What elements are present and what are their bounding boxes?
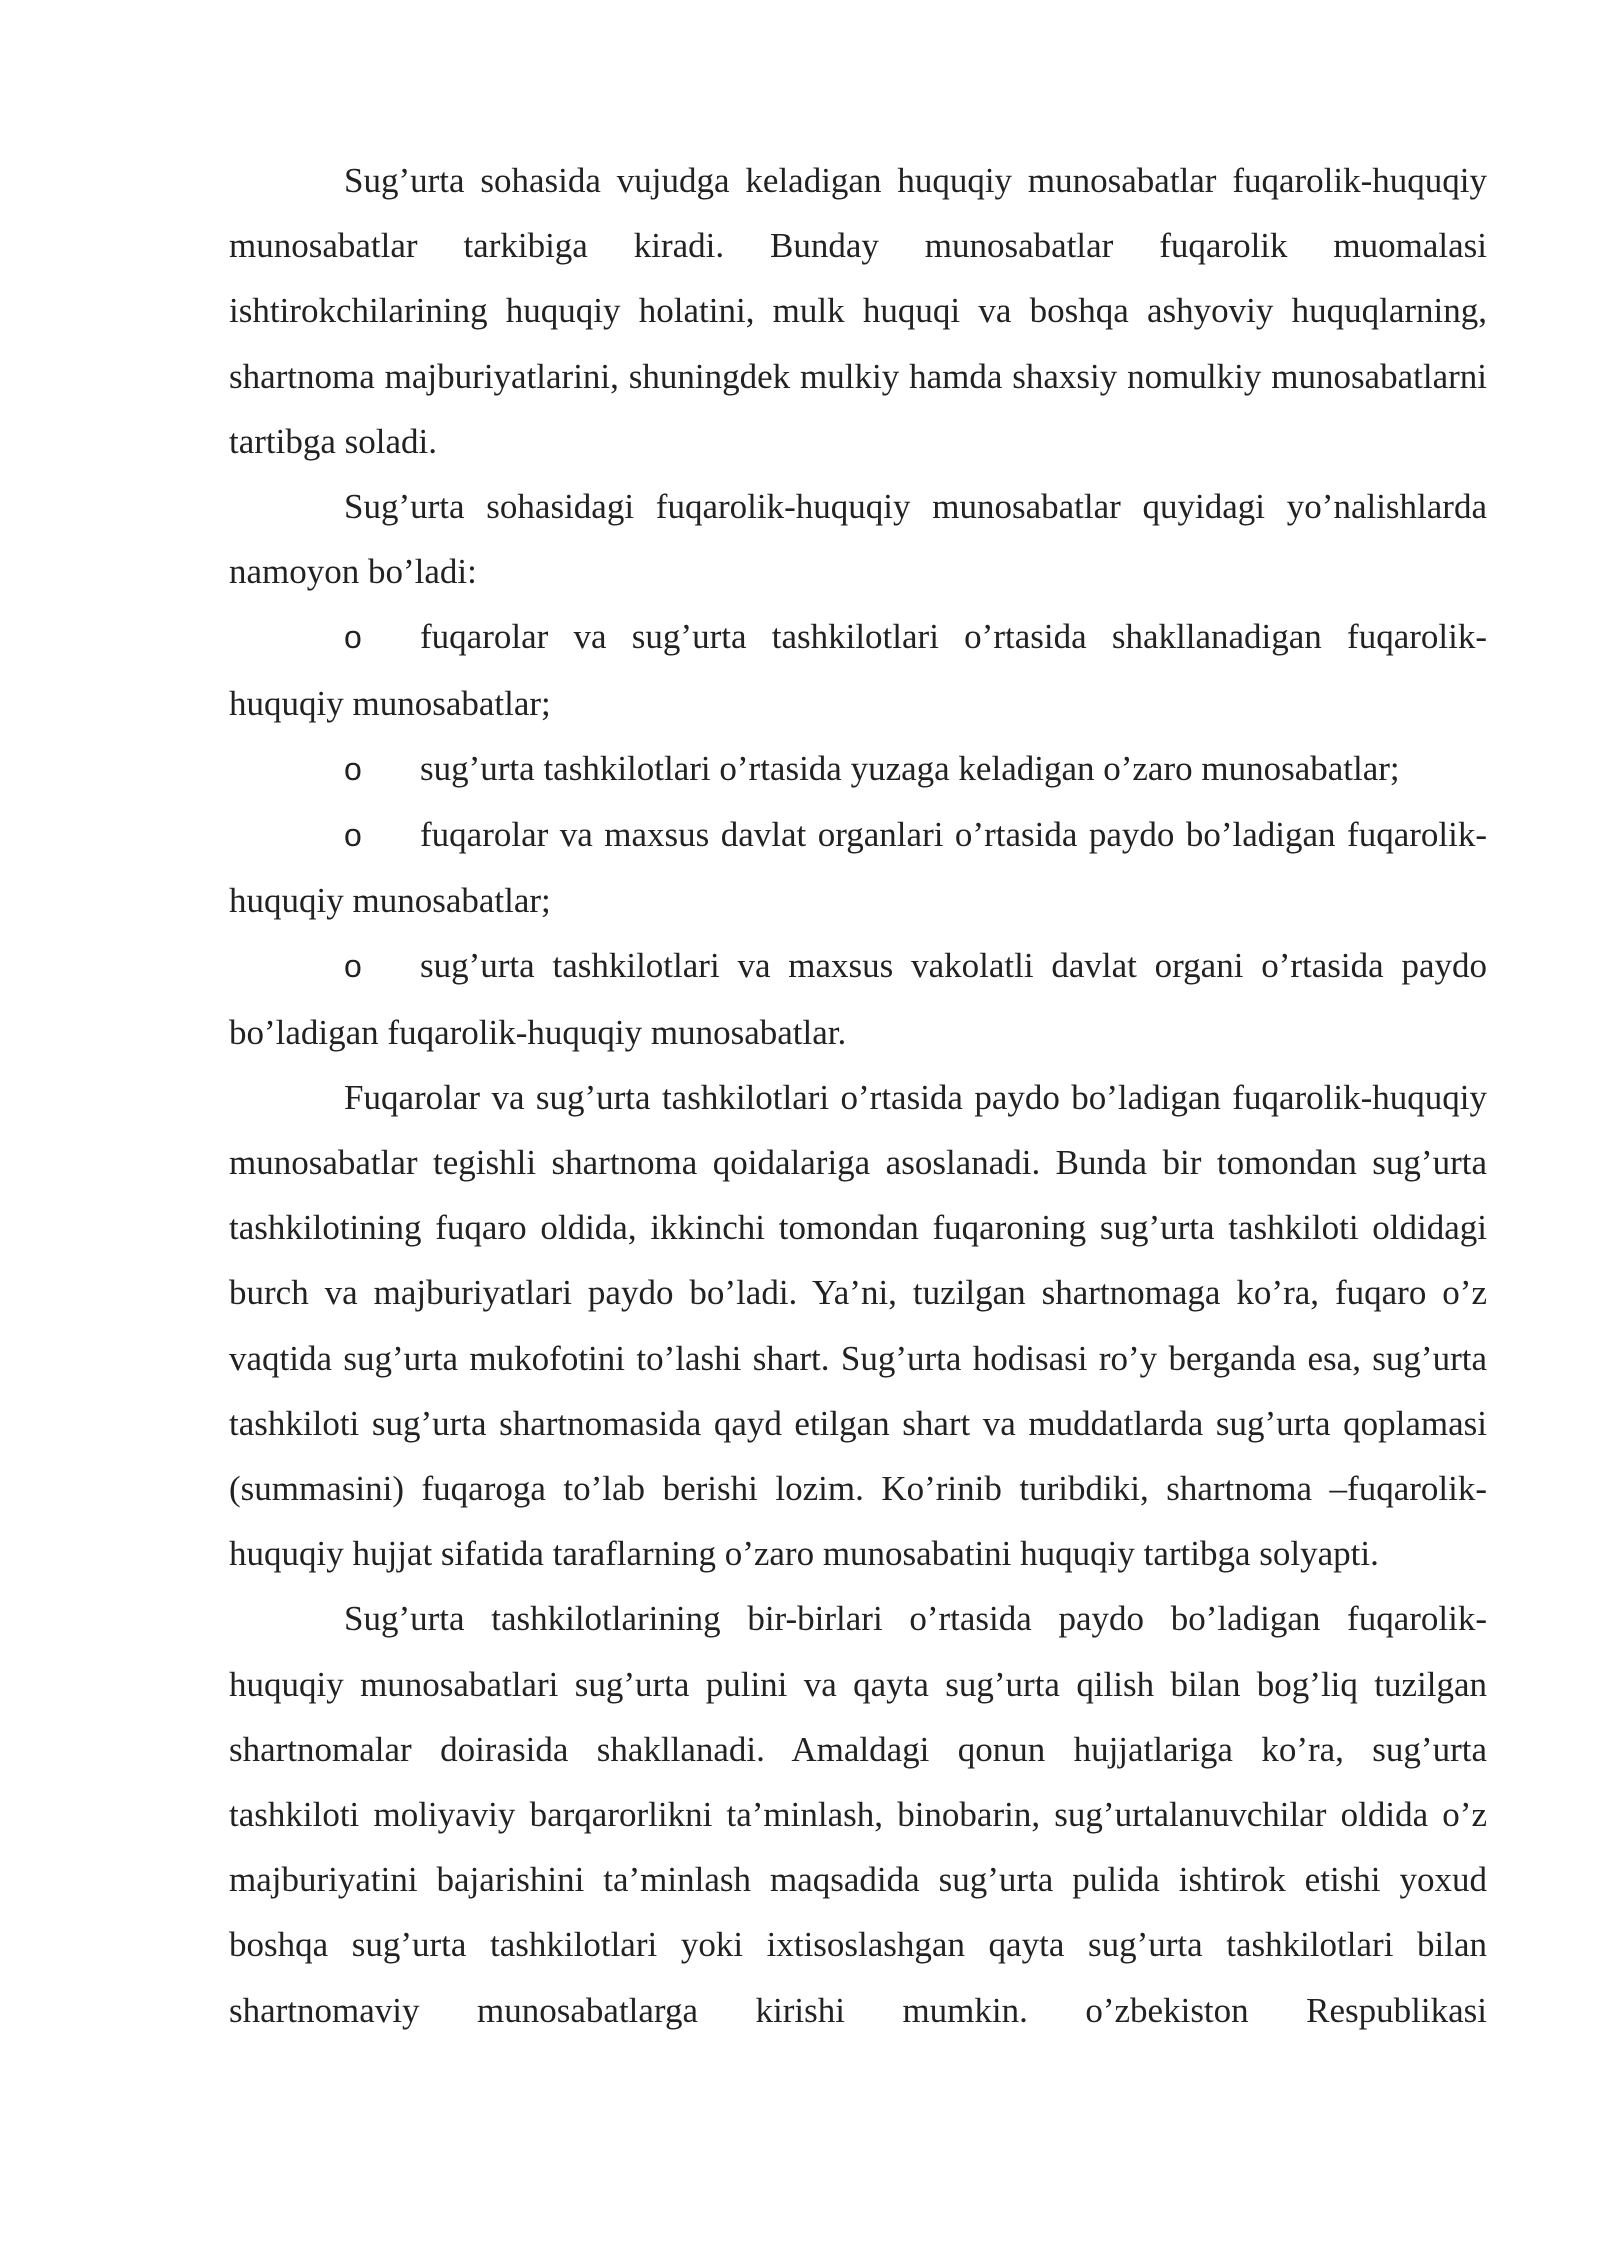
bullet-marker: o xyxy=(344,948,362,985)
paragraph-1: Sug’urta sohasida vujudga keladigan huquqiy munosabatlar fuqarolik-huquqiy munosabatlar tarkibiga kiradi. Bunday munosabatlar fuqarolik muomalasi ishtirokchilarining huquqiy holatini, mulk huquqi va boshqa ashyoviy huquqlarning, shartnoma majburiyatlarini, shuningdek mulkiy hamda shaxsiy nomulkiy munosabatlarni tartibga soladi. xyxy=(229,161,1487,461)
paragraph-4: Sug’urta tashkilotlarining bir-birlari o’rtasida paydo bo’ladigan fuqarolik-huquqiy munosabatlari sug’urta pulini va qayta sug’urta qilish bilan bog’liq tuzilgan shartnomalar doirasida shakllanadi. Amaldagi qonun hujjatlariga ko’ra, sug’urta tashkiloti moliyaviy barqarorlikni ta’minlash, binobarin, sug’urtalanuvchilar oldida o’z majburiyatini bajarishini ta’minlash maqsadida sug’urta pulida ishtirok etishi yoxud boshqa sug’urta tashkilotlari yoki ixtisoslashgan qayta sug’urta tashkilotlari bilan shartnomaviy munosabatlarga kirishi mumkin. o’zbekiston Respublikasi xyxy=(229,1599,1487,2030)
list-item xyxy=(229,933,1487,1064)
list-item xyxy=(229,802,1487,933)
list-item xyxy=(229,736,1487,802)
list-item-text: sug’urta tashkilotlari o’rtasida yuzaga keladigan o’zaro munosabatlar; xyxy=(420,748,1400,788)
document-page xyxy=(229,148,1487,2043)
bullet-marker: o xyxy=(344,817,362,854)
paragraph-3: Fuqarolar va sug’urta tashkilotlari o’rtasida paydo bo’ladigan fuqarolik-huquqiy munosabatlar tegishli shartnoma qoidalariga asoslanadi. Bunda bir tomondan sug’urta tashkilotining fuqaro oldida, ikkinchi tomondan fuqaroning sug’urta tashkiloti oldidagi burch va majburiyatlari paydo bo’ladi. Ya’ni, tuzilgan shartnomaga ko’ra, fuqaro o’z vaqtida sug’urta mukofotini to’lashi shart. Sug’urta hodisasi ro’y berganda esa, sug’urta tashkiloti sug’urta shartnomasida qayd etilgan shart va muddatlarda sug’urta qoplamasi (summasini) fuqaroga to’lab berishi lozim. Ko’rinib turibdiki, shartnoma –fuqarolik-huquqiy hujjat sifatida taraflarning o’zaro munosabatini huquqiy tartibga solyapti. xyxy=(229,1077,1487,1574)
list-item xyxy=(229,604,1487,735)
bullet-marker: o xyxy=(344,619,362,656)
list-item-text: fuqarolar va sug’urta tashkilotlari o’rtasida shakllanadigan fuqarolik-huquqiy munosabatlar; xyxy=(229,617,1487,723)
list-item-text: sug’urta tashkilotlari va maxsus vakolatli davlat organi o’rtasida paydo bo’ladigan fuqarolik-huquqiy munosabatlar. xyxy=(229,946,1487,1052)
list-item-text: fuqarolar va maxsus davlat organlari o’rtasida paydo bo’ladigan fuqarolik- huquqiy munosabatlar; xyxy=(229,815,1487,921)
bullet-marker: o xyxy=(344,750,362,787)
paragraph-2: Sug’urta sohasidagi fuqarolik-huquqiy munosabatlar quyidagi yo’nalishlarda namoyon bo’ladi: xyxy=(229,487,1487,592)
bullet-list xyxy=(229,604,1487,1064)
